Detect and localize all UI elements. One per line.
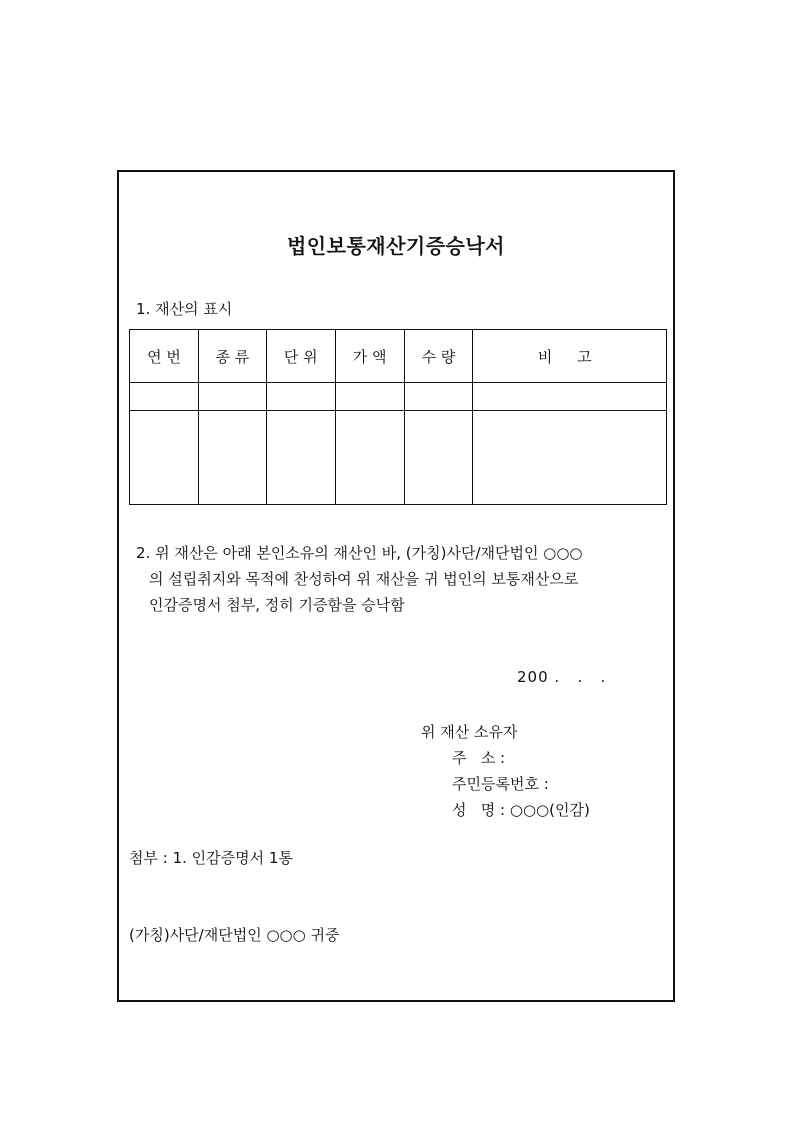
table-cell [335, 411, 404, 505]
statement-line-2: 의 설립취지와 목적에 찬성하여 위 재산을 귀 법인의 보통재산으로 [149, 570, 579, 588]
table-cell [130, 411, 199, 505]
owner-block [421, 719, 590, 823]
table-cell [473, 383, 667, 411]
owner-heading: 위 재산 소유자 [421, 723, 518, 741]
owner-name-label: 성 명 : ○○○(인감) [452, 801, 590, 819]
table-cell [266, 383, 335, 411]
section1-heading: 1. 재산의 표시 [136, 300, 233, 318]
header-unit: 단 위 [266, 330, 335, 383]
document-title: 법인보통재산기증승낙서 [286, 234, 506, 258]
header-serial: 연 번 [130, 330, 199, 383]
table-row [130, 411, 667, 505]
table-cell [404, 383, 473, 411]
header-value: 가 액 [335, 330, 404, 383]
table-cell [473, 411, 667, 505]
attachment-note: 첨부 : 1. 인감증명서 1통 [129, 849, 293, 867]
owner-address-label: 주 소 : [452, 749, 506, 767]
table-cell [198, 383, 266, 411]
asset-table [129, 329, 667, 505]
consent-statement [136, 540, 671, 618]
statement-line-1: 2. 위 재산은 아래 본인소유의 재산인 바, (가칭)사단/재단법인 ○○○ [136, 544, 583, 562]
table-cell [130, 383, 199, 411]
table-cell [266, 411, 335, 505]
owner-id-label: 주민등록번호 : [452, 775, 549, 793]
table-cell [335, 383, 404, 411]
addressee: (가칭)사단/재단법인 ○○○ 귀중 [129, 926, 340, 944]
date-line: 200 . . . [517, 668, 607, 686]
table-header-row [130, 330, 667, 383]
header-remarks: 비 고 [473, 330, 667, 383]
header-type: 종 류 [198, 330, 266, 383]
table-cell [404, 411, 473, 505]
document-frame [117, 170, 675, 1002]
table-row [130, 383, 667, 411]
header-quantity: 수 량 [404, 330, 473, 383]
table-cell [198, 411, 266, 505]
statement-line-3: 인감증명서 첨부, 정히 기증함을 승낙함 [149, 596, 405, 614]
